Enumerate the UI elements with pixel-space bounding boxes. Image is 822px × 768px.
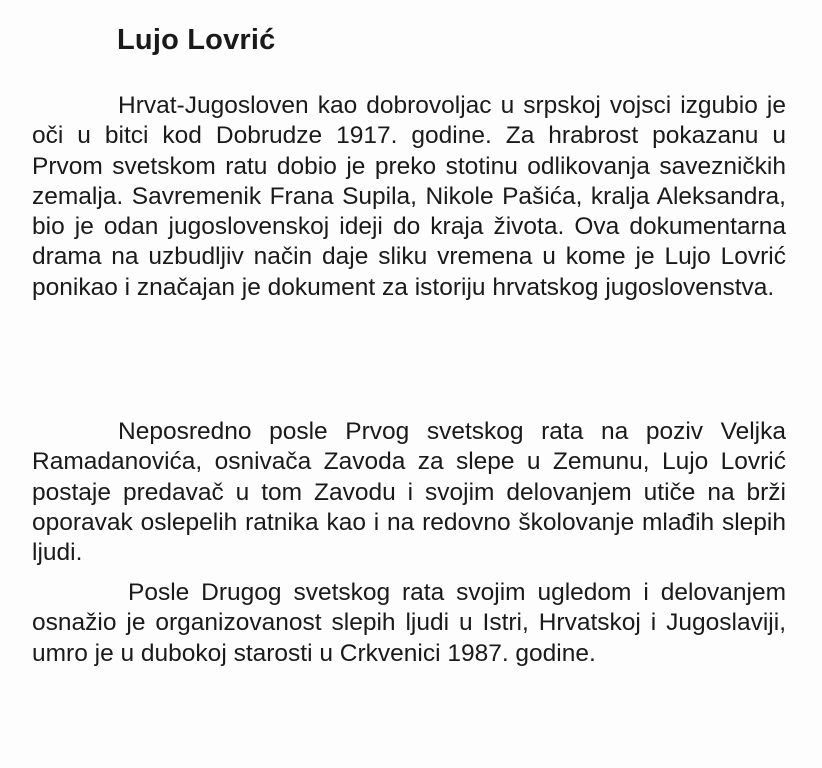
paragraph-after-ww1: Neposredno posle Prvog svetskog rata na poziv Veljka Ramadanovića, osnivača Zavoda za slepe u Zemunu, Lujo Lovrić postaje predavač u tom Zavodu i svojim delovanjem utiče na brži oporavak oslepelih ratnika kao i na redovno školovanje mlađih slepih ljudi. bbox=[32, 418, 786, 567]
paragraph-after-ww2: Posle Drugog svetskog rata svojim ugledom i delovanjem osnažio je organizovanost slepih ljudi u Istri, Hrvatskoj i Jugoslaviji, umro je u dubokoj starosti u Crkvenici 1987. godine. bbox=[32, 579, 786, 667]
paragraph-biography: Hrvat-Jugosloven kao dobrovoljac u srpskoj vojsci izgubio je oči u bitci kod Dobrudze 1917. godine. Za hrabrost pokazanu u Prvom svetskom ratu dobio je preko stotinu odlikovanja savezničkih zemalja. Savremenik Frana Supila, Nikole Pašića, kralja Aleksandra, bio je odan jugoslovenskoj ideji do kraja života. Ova dokumentarna drama na uzbudljiv način daje sliku vremena u kome je Lujo Lovrić ponikao i značajan je dokument za istoriju hrvatskog jugoslovenstva. bbox=[32, 92, 786, 301]
page-title: Lujo Lovrić bbox=[117, 24, 276, 56]
